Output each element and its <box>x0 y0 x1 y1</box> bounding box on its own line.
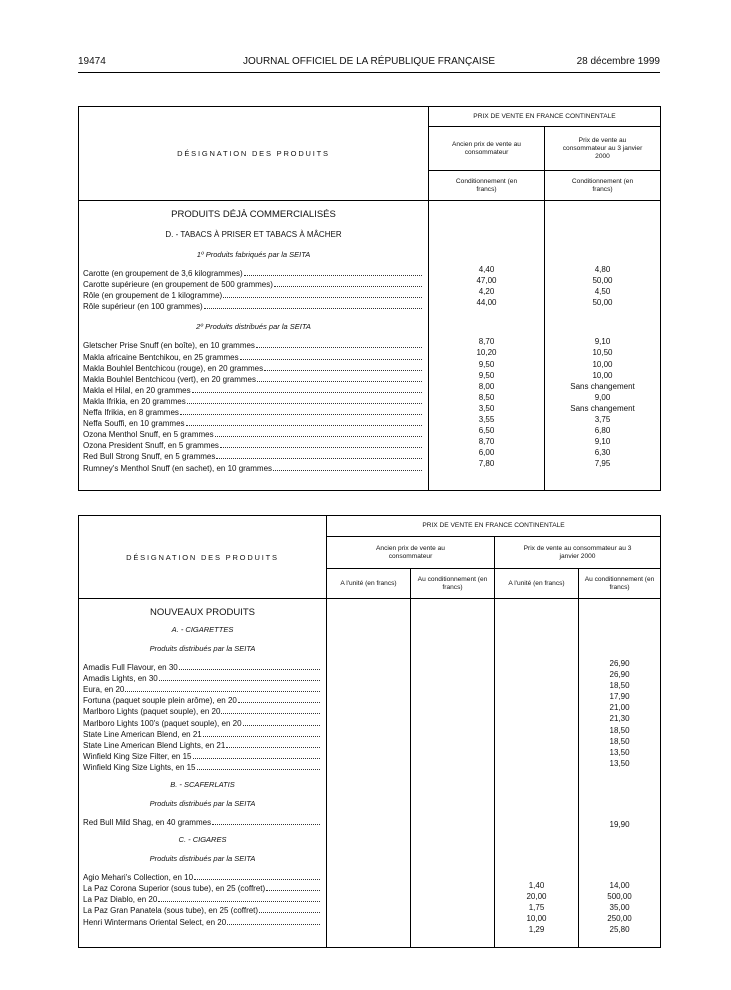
product-name: Neffa Ifrikia, en 8 grammes <box>83 408 179 418</box>
product-row <box>83 278 424 289</box>
product-name: Carotte supérieure (en groupement de 500 grammes) <box>83 280 273 290</box>
product-name: Marlboro Lights 100's (paquet souple), en 20 <box>83 718 242 728</box>
new-price-value: 7,95 <box>594 459 611 469</box>
unit-old: Conditionnement (en francs) <box>429 171 545 201</box>
page-date: 28 décembre 1999 <box>576 56 660 67</box>
new-price-value: 9,10 <box>594 437 611 447</box>
product-row <box>83 904 322 915</box>
new-price-value: 50,00 <box>592 298 613 308</box>
product-name: La Paz Corona Superior (sous tube), en 25 (coffret) <box>83 884 266 894</box>
old-unit-column <box>327 599 411 948</box>
leader-dots <box>203 735 320 737</box>
old-price-value: 4,40 <box>478 265 495 274</box>
old-price-value: 10,20 <box>476 348 497 358</box>
product-row <box>83 739 322 750</box>
sub-pack-old: Au conditionnement (en francs) <box>411 569 495 599</box>
product-name: Amadis Full Flavour, en 30 <box>83 663 178 673</box>
old-price-value: 8,00 <box>478 381 495 391</box>
new-price-value: 6,80 <box>594 426 611 436</box>
leader-dots <box>238 701 320 703</box>
sectionC-title: C. - CIGARES <box>178 835 227 845</box>
pack-price-value: 26,90 <box>609 659 630 668</box>
old-price-value: 6,00 <box>478 448 495 458</box>
old-price-value: 6,50 <box>478 426 495 436</box>
sectionB-title: B. - SCAFERLATIS <box>170 779 235 789</box>
sectionB-group: Produits distribués par la SEITA <box>149 798 256 808</box>
product-row <box>83 716 322 727</box>
new-pack-column <box>579 599 661 948</box>
leader-dots <box>256 346 422 348</box>
product-row <box>83 406 424 417</box>
price-header-2: PRIX DE VENTE EN FRANCE CONTINENTALE <box>327 516 661 537</box>
pack-price-value: 18,50 <box>609 681 630 691</box>
leader-dots <box>244 274 422 276</box>
new-price-value: 4,80 <box>594 265 611 274</box>
product-name: Makla Bouhlel Bentchicou (rouge), en 20 grammes <box>83 363 264 373</box>
old-pack-column <box>411 599 495 948</box>
new-price-value: 3,75 <box>594 415 611 425</box>
product-name: Winfield King Size Lights, en 15 <box>83 762 196 772</box>
group2-product-list <box>83 339 424 472</box>
leader-dots <box>212 823 320 825</box>
unit-new: Conditionnement (en francs) <box>545 171 661 201</box>
unit-price-value <box>495 725 578 736</box>
leader-dots <box>187 402 422 404</box>
pack-price-value: 17,90 <box>609 692 630 702</box>
old-price-value: 3,55 <box>478 415 495 425</box>
pack-price-value: 19,90 <box>609 819 630 829</box>
old-price-column <box>429 201 545 491</box>
old-price-value: 44,00 <box>476 298 497 308</box>
leader-dots <box>274 285 422 287</box>
pack-price-value: 18,50 <box>609 736 630 746</box>
journal-title: JOURNAL OFFICIEL DE LA RÉPUBLIQUE FRANÇAISE <box>242 56 496 67</box>
unit-price-value <box>495 747 578 758</box>
leader-dots <box>264 369 422 371</box>
product-row <box>83 672 322 683</box>
product-row <box>83 705 322 716</box>
sectionA-title: A. - CIGARETTES <box>171 625 234 634</box>
pack-price-value: 26,90 <box>609 670 630 680</box>
product-name: Makla Bouhlel Bentchicou (vert), en 20 grammes <box>83 374 256 384</box>
leader-dots <box>227 923 320 925</box>
product-row <box>83 350 424 361</box>
product-row <box>83 915 322 926</box>
product-name: Henri Wintermans Oriental Select, en 20 <box>83 917 227 927</box>
new-price-value: 4,50 <box>594 287 611 297</box>
leader-dots <box>259 911 320 913</box>
leader-dots <box>226 746 320 748</box>
product-name: Agio Mehari's Collection, en 10 <box>83 873 194 883</box>
product-name: Rôle supérieur (en 100 grammes) <box>83 302 203 312</box>
leader-dots <box>180 413 422 415</box>
old-price-value: 4,20 <box>478 287 495 297</box>
pack-price-value: 500,00 <box>607 892 632 902</box>
product-name: Rôle (en groupement de 1 kilogramme) <box>83 291 223 301</box>
product-name: Ozona Menthol Snuff, en 5 grammes <box>83 430 214 440</box>
product-name: Eura, en 20 <box>83 685 125 695</box>
pack-price-value: 14,00 <box>609 881 630 891</box>
new-price-value: 10,50 <box>592 348 613 358</box>
unit-price-value: 1,40 <box>528 881 545 891</box>
unit-price-value: 1,29 <box>528 925 545 935</box>
product-name: Neffa Souffi, en 10 grammes <box>83 419 185 429</box>
product-name: La Paz Gran Panatela (sous tube), en 25 (coffret) <box>83 906 259 916</box>
group1-title: 1º Produits fabriqués par la SEITA <box>196 250 311 259</box>
product-name: Winfield King Size Filter, en 15 <box>83 751 192 761</box>
product-name: Ozona President Snuff, en 5 grammes <box>83 441 219 451</box>
pack-price-value: 250,00 <box>607 914 632 924</box>
unit-price-value <box>495 658 578 669</box>
subsection-title: D. - TABACS À PRISER ET TABACS À MÂCHER <box>165 230 342 239</box>
new-price-value: 9,00 <box>594 392 611 402</box>
product-row <box>83 384 424 395</box>
unit-price-value <box>495 758 578 769</box>
col-new-price-2: Prix de vente au consommateur au 3 janvier 2000 <box>495 537 661 569</box>
pack-price-value: 21,00 <box>609 703 630 713</box>
leader-dots <box>266 889 320 891</box>
product-row <box>83 267 424 278</box>
product-row <box>83 761 322 772</box>
sectionB-product-list <box>83 816 322 827</box>
sectionC-product-list <box>83 871 322 926</box>
product-row <box>83 816 322 827</box>
product-row <box>83 300 424 311</box>
leader-dots <box>159 679 320 681</box>
pack-price-value: 18,50 <box>609 725 630 735</box>
product-name: Amadis Lights, en 30 <box>83 674 158 684</box>
sectionA-group: Produits distribués par la SEITA <box>149 644 256 653</box>
pack-price-value: 13,50 <box>609 747 630 757</box>
page-header <box>78 56 660 70</box>
product-name: State Line American Blend Lights, en 21 <box>83 740 226 750</box>
leader-dots <box>197 768 320 770</box>
section-title: PRODUITS DÉJÀ COMMERCIALISÉS <box>171 209 336 220</box>
group1-product-list <box>83 267 424 311</box>
leader-dots <box>221 712 320 714</box>
product-row <box>83 871 322 882</box>
section-title-2: NOUVEAUX PRODUITS <box>149 607 256 618</box>
sub-unit-new: A l'unité (en francs) <box>495 569 579 599</box>
leader-dots <box>193 757 321 759</box>
old-price-value: 8,70 <box>478 437 495 447</box>
pack-price-value: 13,50 <box>609 758 630 768</box>
product-row <box>83 461 424 472</box>
designation-header: DÉSIGNATION DES PRODUITS <box>79 107 429 201</box>
leader-dots <box>192 391 422 393</box>
product-row <box>83 373 424 384</box>
product-name: Makla africaine Bentchikou, en 25 grammes <box>83 352 239 362</box>
pack-price-value: 21,30 <box>609 714 630 724</box>
unit-price-value <box>495 680 578 691</box>
price-table-new-products <box>78 515 661 948</box>
old-price-value: 3,50 <box>478 403 495 413</box>
product-row <box>83 339 424 350</box>
product-row <box>83 728 322 739</box>
new-price-value: Sans changement <box>570 381 635 391</box>
product-row <box>83 417 424 428</box>
unit-price-value <box>495 702 578 713</box>
leader-dots <box>240 358 422 360</box>
product-row <box>83 428 424 439</box>
group2-title: 2º Produits distribués par la SEITA <box>196 322 311 332</box>
unit-price-value: 10,00 <box>526 914 547 924</box>
product-row <box>83 362 424 373</box>
old-price-value: 9,50 <box>478 370 495 380</box>
new-price-column <box>545 201 661 491</box>
unit-price-value <box>495 669 578 680</box>
new-price-value: Sans changement <box>570 403 635 413</box>
leader-dots <box>223 296 422 298</box>
product-name: Red Bull Strong Snuff, en 5 grammes <box>83 452 216 462</box>
designation-header-2: DÉSIGNATION DES PRODUITS <box>79 516 327 599</box>
new-price-value: 9,10 <box>594 337 611 347</box>
old-price-value: 7,80 <box>478 459 495 469</box>
product-row <box>83 683 322 694</box>
product-name: Fortuna (paquet souple plein arôme), en 20 <box>83 696 237 706</box>
product-name: Rumney's Menthol Snuff (en sachet), en 10 grammes <box>83 463 273 473</box>
product-row <box>83 694 322 705</box>
product-name: Carotte (en groupement de 3,6 kilogrammes) <box>83 269 243 279</box>
unit-price-value <box>495 713 578 724</box>
new-unit-column <box>495 599 579 948</box>
product-row <box>83 750 322 761</box>
product-row <box>83 395 424 406</box>
products-column-2 <box>79 599 327 948</box>
leader-dots <box>257 380 422 382</box>
col-new-price: Prix de vente au consommateur au 3 janvier 2000 <box>545 127 661 171</box>
header-rule <box>78 72 660 73</box>
page-number: 19474 <box>78 56 106 67</box>
old-price-value: 9,50 <box>478 359 495 369</box>
sectionC-group: Produits distribués par la SEITA <box>149 854 256 864</box>
new-price-value: 50,00 <box>592 276 613 286</box>
new-price-value: 10,00 <box>592 370 613 380</box>
product-row <box>83 882 322 893</box>
new-price-value: 6,30 <box>594 448 611 458</box>
pack-price-value: 25,80 <box>609 925 630 935</box>
old-price-value: 8,50 <box>478 392 495 402</box>
unit-price-value <box>495 691 578 702</box>
price-table-existing-products <box>78 106 661 491</box>
unit-price-value: 20,00 <box>526 892 547 902</box>
unit-price-value: 1,75 <box>528 903 545 913</box>
sub-pack-new: Au conditionnement (en francs) <box>579 569 661 599</box>
leader-dots <box>216 457 422 459</box>
old-price-value: 47,00 <box>476 276 497 286</box>
unit-price-value <box>495 819 578 830</box>
leader-dots <box>194 878 320 880</box>
products-column <box>79 201 429 491</box>
col-old-price: Ancien prix de vente au consommateur <box>429 127 545 171</box>
leader-dots <box>204 307 422 309</box>
leader-dots <box>215 435 422 437</box>
product-name: Makla el Hilal, en 20 grammes <box>83 385 191 395</box>
unit-price-value <box>495 736 578 747</box>
new-price-value: 10,00 <box>592 359 613 369</box>
product-name: Red Bull Mild Shag, en 40 grammes <box>83 818 212 828</box>
product-row <box>83 893 322 904</box>
leader-dots <box>273 469 422 471</box>
leader-dots <box>158 900 320 902</box>
product-row <box>83 450 424 461</box>
old-price-value: 8,70 <box>478 337 495 347</box>
product-row <box>83 439 424 450</box>
pack-price-value: 35,00 <box>609 903 630 913</box>
product-name: Marlboro Lights (paquet souple), en 20 <box>83 707 221 717</box>
product-name: La Paz Diablo, en 20 <box>83 895 158 905</box>
sub-unit-old: A l'unité (en francs) <box>327 569 411 599</box>
leader-dots <box>186 424 422 426</box>
product-row <box>83 289 424 300</box>
leader-dots <box>243 724 320 726</box>
product-name: Makla Ifrikia, en 20 grammes <box>83 396 186 406</box>
product-name: State Line American Blend, en 21 <box>83 729 202 739</box>
leader-dots <box>125 690 320 692</box>
leader-dots <box>220 446 422 448</box>
product-name: Gletscher Prise Snuff (en boîte), en 10 grammes <box>83 341 255 351</box>
sectionA-product-list <box>83 661 322 772</box>
leader-dots <box>179 668 320 670</box>
col-old-price-2: Ancien prix de vente au consommateur <box>327 537 495 569</box>
price-header: PRIX DE VENTE EN FRANCE CONTINENTALE <box>429 107 661 127</box>
product-row <box>83 661 322 672</box>
